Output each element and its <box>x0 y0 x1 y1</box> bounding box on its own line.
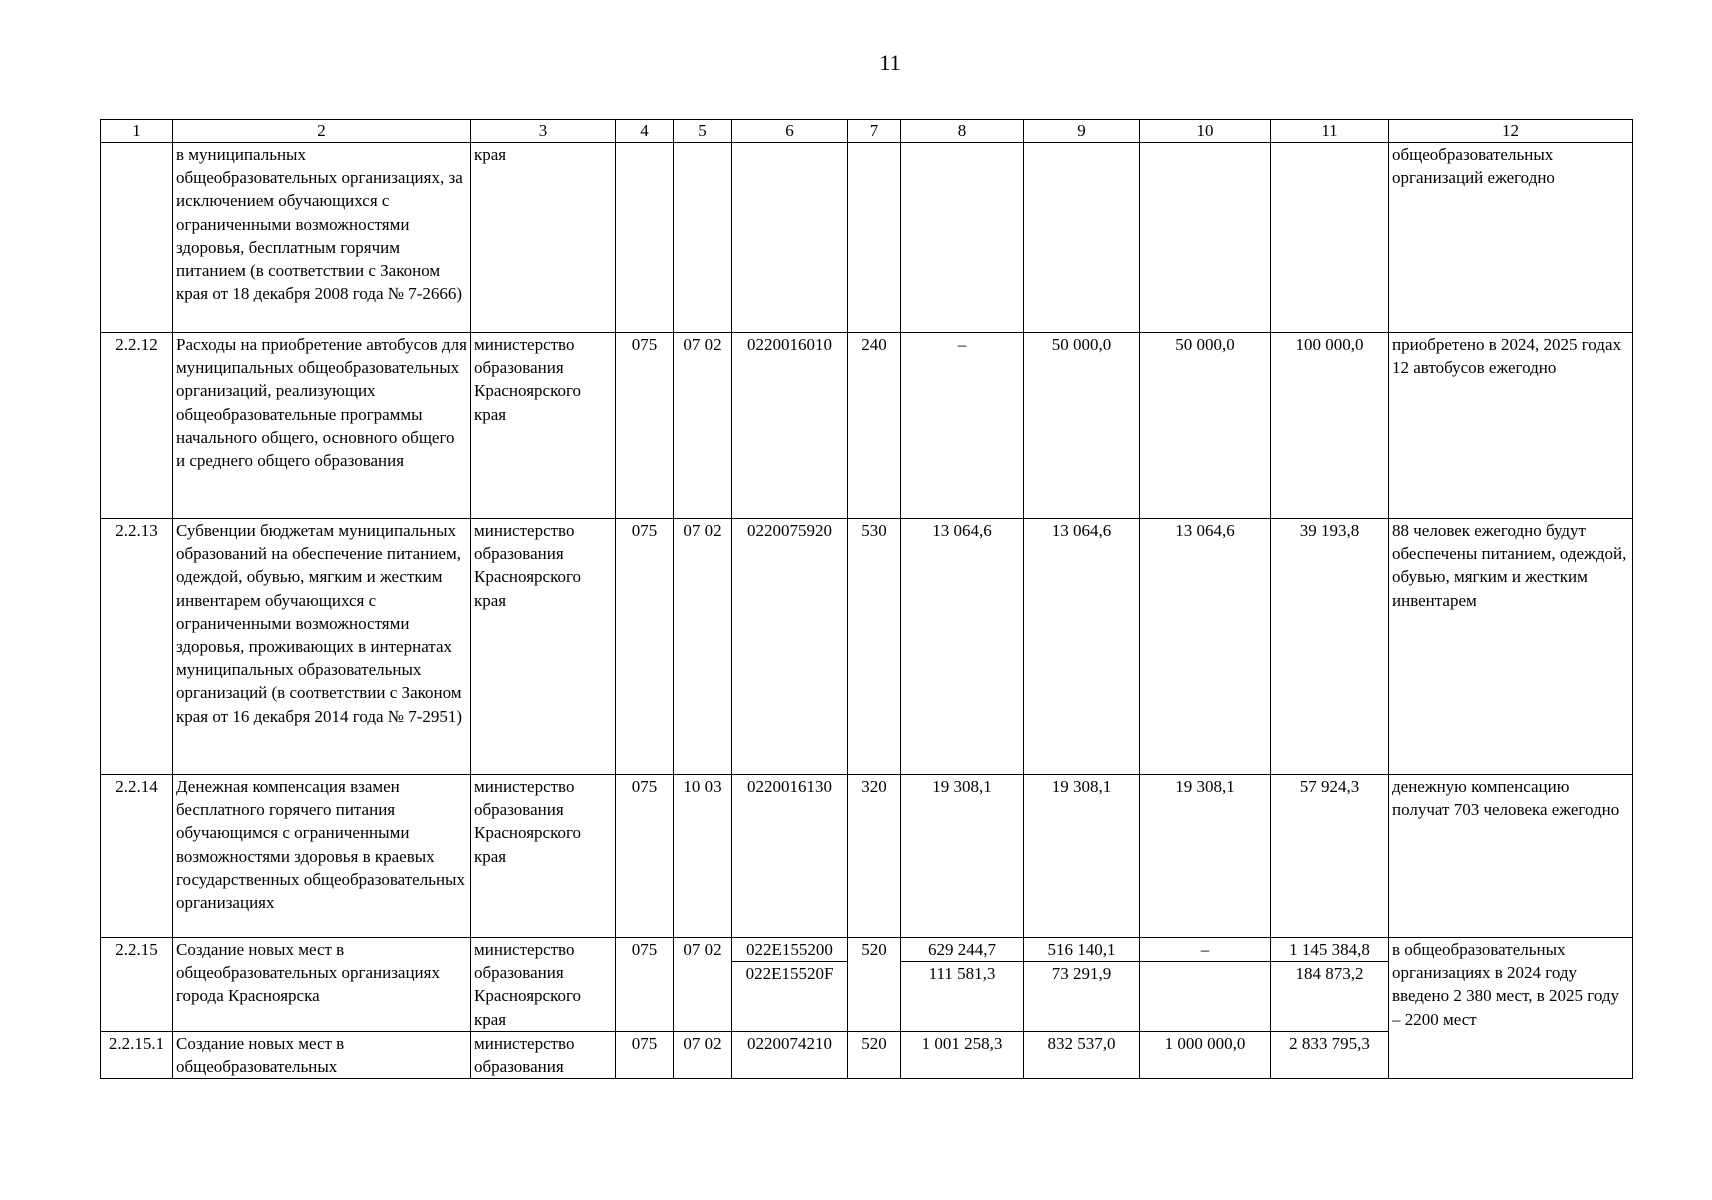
header-cell: 11 <box>1271 120 1389 143</box>
amount-total <box>1271 143 1389 333</box>
rzpr-code: 10 03 <box>674 775 732 938</box>
vr-code: 520 <box>848 1032 901 1079</box>
amount-2026: 19 308,1 <box>1140 775 1271 938</box>
vr-code: 320 <box>848 775 901 938</box>
expected-result: приобретено в 2024, 2025 годах 12 автобусов ежегодно <box>1389 333 1633 519</box>
amount-2026: 50 000,0 <box>1140 333 1271 519</box>
page-number: 11 <box>879 50 901 75</box>
csr-code: 022Е15520F <box>732 961 847 985</box>
measure-name: Денежная компенсация взамен бесплатного горячего питания обучающимся с ограниченными возможностями здоровья в краевых государственных общеобразовательных организациях <box>173 775 471 938</box>
csr-code: 0220016010 <box>732 333 848 519</box>
amount-2026: 1 000 000,0 <box>1140 1032 1271 1079</box>
executor: министерство образования Красноярского края <box>471 519 616 775</box>
amount-2024: 629 244,7 <box>928 940 996 959</box>
amount-total: 100 000,0 <box>1271 333 1389 519</box>
expected-result: в общеобразовательных организациях в 2024 году введено 2 380 мест, в 2025 году – 2200 мест <box>1389 938 1633 1079</box>
rzpr-code: 07 02 <box>674 938 732 1032</box>
measure-name: Создание новых мест в общеобразовательных организациях города Красноярска <box>173 938 471 1032</box>
amount-2025: 516 140,1 <box>1047 940 1116 959</box>
executor: края <box>471 143 616 333</box>
rzpr-code <box>674 143 732 333</box>
csr-code-cell <box>732 938 848 1032</box>
csr-code: 0220075920 <box>732 519 848 775</box>
row-number: 2.2.12 <box>101 333 173 519</box>
vr-code: 240 <box>848 333 901 519</box>
measure-name: Создание новых мест в общеобразовательных <box>173 1032 471 1079</box>
amount-2026-cell <box>1140 938 1271 1032</box>
header-cell: 10 <box>1140 120 1271 143</box>
amount-2024: 19 308,1 <box>901 775 1024 938</box>
table-row <box>101 333 1633 519</box>
rzpr-code: 07 02 <box>674 519 732 775</box>
header-cell: 12 <box>1389 120 1633 143</box>
table-row <box>101 938 1633 1032</box>
amount-2026 <box>1140 143 1271 333</box>
amount-2024: – <box>901 333 1024 519</box>
row-number: 2.2.15 <box>101 938 173 1032</box>
amount-total: 39 193,8 <box>1271 519 1389 775</box>
amount-2025: 19 308,1 <box>1024 775 1140 938</box>
amount-2024-cell <box>901 938 1024 1032</box>
table-row <box>101 143 1633 333</box>
grbs-code: 075 <box>616 775 674 938</box>
budget-table <box>100 119 1633 1079</box>
vr-code: 530 <box>848 519 901 775</box>
measure-name: Расходы на приобретение автобусов для муниципальных общеобразовательных организаций, реализующих общеобразовательные программы начального общего, основного общего и среднего общего образования <box>173 333 471 519</box>
csr-code: 0220074210 <box>732 1032 848 1079</box>
header-cell: 7 <box>848 120 901 143</box>
amount-2025: 13 064,6 <box>1024 519 1140 775</box>
amount-2025: 50 000,0 <box>1024 333 1140 519</box>
csr-code <box>732 143 848 333</box>
amount-2025: 73 291,9 <box>1024 961 1139 985</box>
amount-2025 <box>1024 143 1140 333</box>
amount-2024: 111 581,3 <box>901 961 1023 985</box>
amount-2025-cell <box>1024 938 1140 1032</box>
csr-code: 022Е155200 <box>746 940 833 959</box>
table-row <box>101 775 1633 938</box>
amount-2026: – <box>1200 940 1210 959</box>
measure-name: в муниципальных общеобразовательных организациях, за исключением обучающихся с ограниченными возможностями здоровья, бесплатным горячим питанием (в соответствии с Законом края от 18 декабря 2008 года № 7-2666) <box>173 143 471 333</box>
expected-result: общеобразовательных организаций ежегодно <box>1389 143 1633 333</box>
amount-total: 184 873,2 <box>1271 961 1388 985</box>
vr-code: 520 <box>848 938 901 1032</box>
amount-total: 1 145 384,8 <box>1289 940 1370 959</box>
amount-2026-empty <box>1140 961 1270 985</box>
row-number: 2.2.14 <box>101 775 173 938</box>
grbs-code: 075 <box>616 938 674 1032</box>
rzpr-code: 07 02 <box>674 1032 732 1079</box>
row-number: 2.2.13 <box>101 519 173 775</box>
amount-2025: 832 537,0 <box>1024 1032 1140 1079</box>
grbs-code: 075 <box>616 519 674 775</box>
amount-2024: 13 064,6 <box>901 519 1024 775</box>
header-cell: 1 <box>101 120 173 143</box>
amount-total: 57 924,3 <box>1271 775 1389 938</box>
vr-code <box>848 143 901 333</box>
table-header-row <box>101 120 1633 143</box>
executor: министерство образования Красноярского края <box>471 938 616 1032</box>
header-cell: 9 <box>1024 120 1140 143</box>
amount-2024: 1 001 258,3 <box>901 1032 1024 1079</box>
executor: министерство образования <box>471 1032 616 1079</box>
header-cell: 3 <box>471 120 616 143</box>
amount-2024 <box>901 143 1024 333</box>
measure-name: Субвенции бюджетам муниципальных образований на обеспечение питанием, одеждой, обувью, мягким и жестким инвентарем обучающихся с ограниченными возможностями здоровья, проживающих в интернатах муниципальных образовательных организаций (в соответствии с Законом края от 16 декабря 2014 года № 7-2951) <box>173 519 471 775</box>
amount-2026: 13 064,6 <box>1140 519 1271 775</box>
row-number: 2.2.15.1 <box>101 1032 173 1079</box>
executor: министерство образования Красноярского края <box>471 775 616 938</box>
grbs-code: 075 <box>616 1032 674 1079</box>
header-cell: 6 <box>732 120 848 143</box>
expected-result: денежную компенсацию получат 703 человека ежегодно <box>1389 775 1633 938</box>
header-cell: 8 <box>901 120 1024 143</box>
amount-total-cell <box>1271 938 1389 1032</box>
csr-code: 0220016130 <box>732 775 848 938</box>
executor: министерство образования Красноярского края <box>471 333 616 519</box>
header-cell: 2 <box>173 120 471 143</box>
table-row <box>101 519 1633 775</box>
amount-total: 2 833 795,3 <box>1271 1032 1389 1079</box>
row-number <box>101 143 173 333</box>
header-cell: 4 <box>616 120 674 143</box>
grbs-code <box>616 143 674 333</box>
grbs-code: 075 <box>616 333 674 519</box>
expected-result: 88 человек ежегодно будут обеспечены питанием, одеждой, обувью, мягким и жестким инвентарем <box>1389 519 1633 775</box>
header-cell: 5 <box>674 120 732 143</box>
rzpr-code: 07 02 <box>674 333 732 519</box>
